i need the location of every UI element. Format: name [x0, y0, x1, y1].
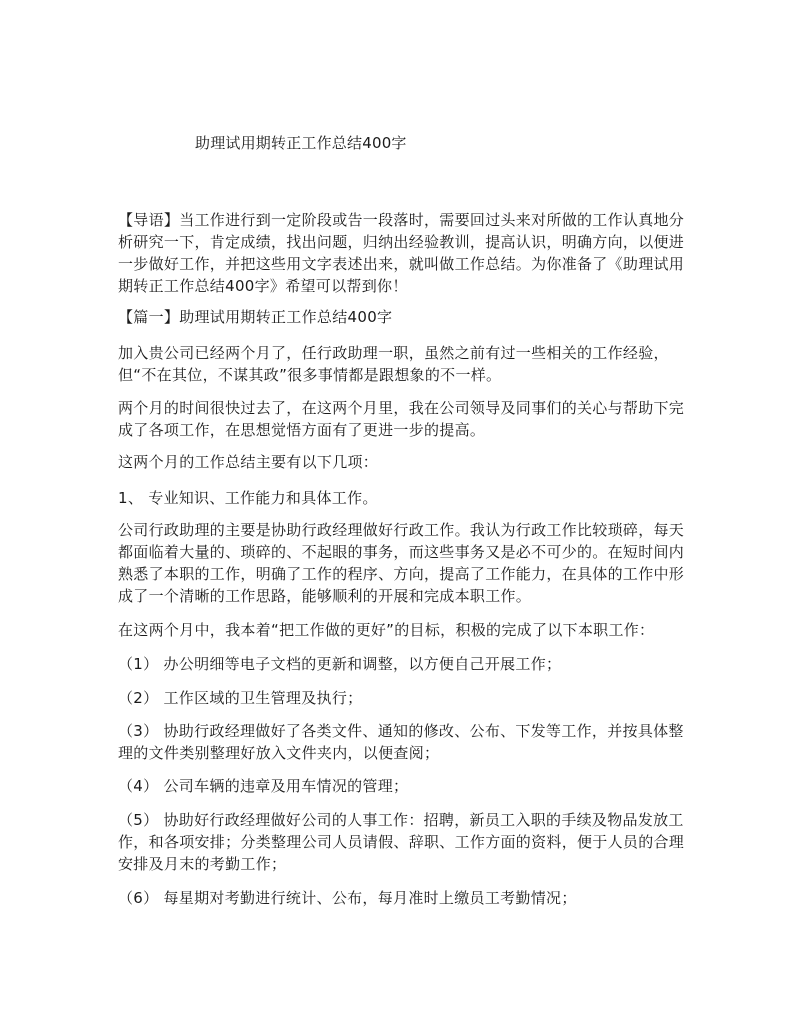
paragraph: 公司行政助理的主要是协助行政经理做好行政工作。我认为行政工作比较琐碎，每天都面临着大量的、琐碎的、不起眼的事务，而这些事务又是必不可少的。在短时间内熟悉了本职的工作，明确了工作的程序、方向，提高了工作能力，在具体的工作中形成了一个清晰的工作思路，能够顺利的开展和完成本职工作。: [118, 521, 685, 605]
list-item: （6） 每星期对考勤进行统计、公布，每月准时上缴员工考勤情况；: [118, 889, 577, 907]
paragraph-intro: 【导语】当工作进行到一定阶段或告一段落时，需要回过头来对所做的工作认真地分析研究一下，肯定成绩，找出问题，归纳出经验教训，提高认识，明确方向，以便进一步做好工作，并把这些用文字表述出来，就叫做工作总结。为你准备了《助理试用期转正工作总结400字》希望可以帮到你！: [118, 211, 685, 295]
paragraph: 两个月的时间很快过去了，在这两个月里，我在公司领导及同事们的关心与帮助下完成了各项工作，在思想觉悟方面有了更进一步的提高。: [118, 399, 685, 439]
list-item: （3） 协助行政经理做好了各类文件、通知的修改、公布、下发等工作，并按具体整理的文件类别整理好放入文件夹内，以便查阅；: [118, 722, 684, 762]
paragraph: 在这两个月中，我本着“把工作做的更好”的目标，积极的完成了以下本职工作：: [118, 621, 655, 639]
list-item: （4） 公司车辆的违章及用车情况的管理；: [118, 777, 409, 795]
list-item: （1） 办公明细等电子文档的更新和调整，以方便自己开展工作；: [118, 655, 562, 673]
list-item: （2） 工作区域的卫生管理及执行；: [118, 689, 363, 707]
paragraph: 这两个月的工作总结主要有以下几项：: [118, 453, 379, 471]
paragraph: 加入贵公司已经两个月了，任行政助理一职，虽然之前有过一些相关的工作经验，但“不在其位，不谋其政”很多事情都是跟想象的不一样。: [118, 344, 669, 384]
document-title: 助理试用期转正工作总结400字: [195, 134, 407, 152]
paragraph-section-heading: 【篇一】助理试用期转正工作总结400字: [118, 308, 393, 326]
list-item: （5） 协助好行政经理做好公司的人事工作：招聘，新员工入职的手续及物品发放工作，和各项安排；分类整理公司人员请假、辞职、工作方面的资料，便于人员的合理安排及月末的考勤工作；: [118, 811, 685, 873]
list-heading: 1、 专业知识、工作能力和具体工作。: [118, 489, 378, 507]
